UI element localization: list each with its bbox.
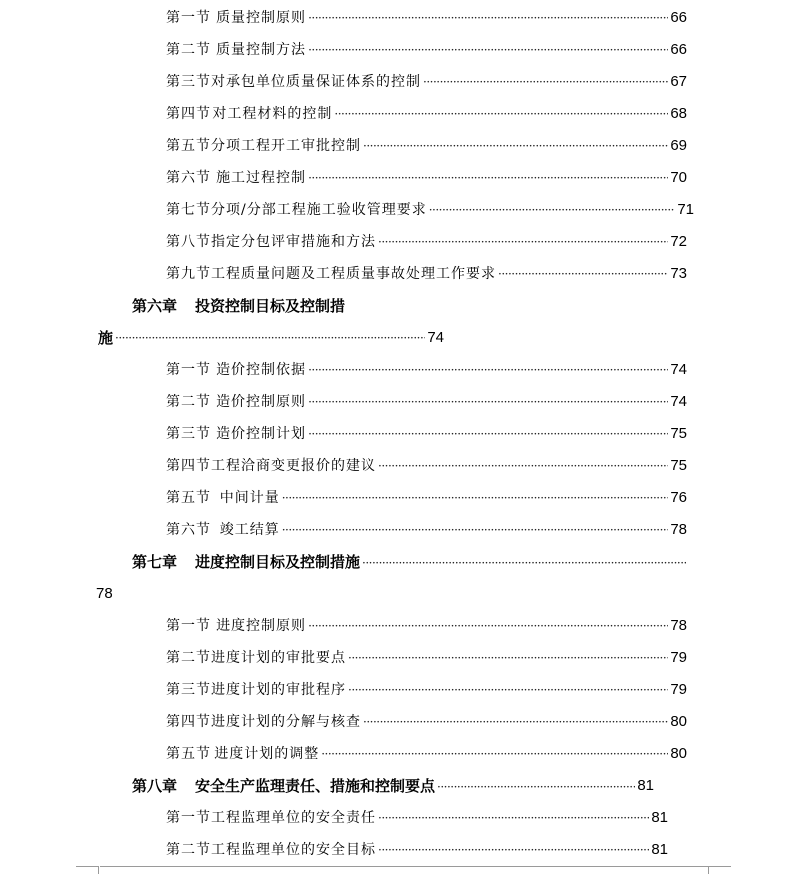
toc-section-entry[interactable]: [166, 70, 687, 94]
toc-section-entry[interactable]: [166, 390, 687, 414]
toc-section-entry[interactable]: [166, 518, 687, 542]
section-title: 质量控制方法: [216, 42, 307, 58]
page-number: 66: [670, 41, 687, 58]
page-number: 79: [670, 649, 687, 666]
leader-dots: [308, 166, 668, 190]
page-number: 78: [670, 617, 687, 634]
page-number: 81: [651, 809, 668, 826]
leader-dots: [115, 326, 425, 350]
toc-section-entry[interactable]: [166, 230, 687, 254]
page-number: 76: [670, 489, 687, 506]
section-number: 第二节: [166, 394, 211, 410]
section-number: 第二节: [166, 42, 211, 58]
toc-section-entry[interactable]: [166, 262, 687, 286]
section-title: 进度控制原则: [216, 618, 307, 634]
page-number: 67: [670, 73, 687, 90]
section-title: 工程质量问题及工程质量事故处理工作要求: [211, 266, 496, 282]
toc-chapter-entry-continued[interactable]: [98, 326, 444, 350]
leader-dots: [308, 390, 668, 414]
section-number: 第三节: [166, 682, 211, 698]
leader-dots: [308, 38, 668, 62]
toc-section-entry[interactable]: [166, 358, 687, 382]
page-number: 71: [677, 201, 694, 218]
toc-section-entry[interactable]: [166, 102, 687, 126]
section-title: 工程洽商变更报价的建议: [211, 458, 376, 474]
section-number: 第四节: [166, 458, 211, 474]
leader-dots: [308, 422, 668, 446]
toc-section-entry[interactable]: [166, 166, 687, 190]
section-number: 第六节: [166, 170, 211, 186]
page-number: 74: [670, 393, 687, 410]
toc-section-entry[interactable]: [166, 614, 687, 638]
section-number: 第六节: [166, 522, 211, 538]
page-bottom-edge: [100, 866, 708, 867]
page-number: 79: [670, 681, 687, 698]
section-title: 进度计划的分解与核查: [211, 714, 361, 730]
leader-dots: [334, 102, 668, 126]
section-title: 进度计划的审批要点: [211, 650, 346, 666]
section-title: 质量控制原则: [216, 10, 307, 26]
section-title: 分项工程开工审批控制: [211, 138, 361, 154]
section-title: 工程监理单位的安全责任: [211, 810, 376, 826]
toc-chapter-entry[interactable]: [132, 294, 432, 318]
leader-dots: [378, 838, 649, 862]
toc-section-entry[interactable]: [166, 198, 694, 222]
page-number: 69: [670, 137, 687, 154]
section-title: 中间计量: [219, 490, 280, 506]
section-number: 第二节: [166, 842, 211, 858]
chapter-number: 第八章: [132, 777, 178, 795]
page-number: 75: [670, 457, 687, 474]
page-number: 80: [670, 745, 687, 762]
page-number: 80: [670, 713, 687, 730]
leader-dots: [348, 678, 668, 702]
toc-section-entry[interactable]: [166, 806, 668, 830]
section-number: 第五节: [166, 490, 211, 506]
section-number: 第二节: [166, 650, 211, 666]
toc-section-entry[interactable]: [166, 678, 687, 702]
page-number: 78: [96, 585, 113, 602]
section-title: 造价控制计划: [216, 426, 307, 442]
page-number: 75: [670, 425, 687, 442]
section-number: 第九节: [166, 266, 211, 282]
page-number: 70: [670, 169, 687, 186]
leader-dots: [362, 550, 686, 575]
section-title: 竣工结算: [219, 522, 280, 538]
section-number: 第一节: [166, 10, 211, 26]
page-number: 72: [670, 233, 687, 250]
leader-dots: [378, 454, 668, 478]
section-number: 第一节: [166, 618, 211, 634]
leader-dots: [378, 230, 668, 254]
leader-dots: [437, 774, 635, 799]
page-number: 66: [670, 9, 687, 26]
section-number: 第三节: [166, 426, 211, 442]
leader-dots: [378, 806, 649, 830]
toc-section-entry[interactable]: [166, 422, 687, 446]
section-title: 进度计划的审批程序: [211, 682, 346, 698]
toc-chapter-entry[interactable]: [132, 550, 688, 574]
section-title: 对承包单位质量保证体系的控制: [211, 74, 421, 90]
page-number: 73: [670, 265, 687, 282]
toc-section-entry[interactable]: [166, 38, 687, 62]
section-title: 施工过程控制: [216, 170, 307, 186]
leader-dots: [308, 358, 668, 382]
toc-section-entry[interactable]: [166, 646, 687, 670]
section-number: 第四节: [166, 714, 211, 730]
leader-dots: [423, 70, 668, 94]
section-number: 第七节: [166, 202, 211, 218]
toc-section-entry[interactable]: [166, 454, 687, 478]
toc-section-entry[interactable]: [166, 838, 668, 862]
section-title: 分项/分部工程施工验收管理要求: [211, 202, 427, 218]
leader-dots: [282, 486, 669, 510]
toc-chapter-entry[interactable]: [132, 774, 654, 798]
toc-section-entry[interactable]: [166, 710, 687, 734]
toc-section-entry[interactable]: [166, 742, 687, 766]
section-title: 工程监理单位的安全目标: [211, 842, 376, 858]
leader-dots: [282, 518, 669, 542]
toc-section-entry[interactable]: [166, 486, 687, 510]
section-title: 进度计划的调整: [214, 746, 320, 762]
page-number: 68: [670, 105, 687, 122]
toc-chapter-page-wrap: [96, 582, 156, 606]
leader-dots: [321, 742, 668, 766]
leader-dots: [308, 6, 668, 30]
chapter-title: 投资控制目标及控制措: [195, 297, 346, 315]
leader-dots: [429, 198, 676, 222]
leader-dots: [363, 710, 668, 734]
leader-dots: [308, 614, 668, 638]
section-number: 第三节: [166, 74, 211, 90]
section-number: 第八节: [166, 234, 211, 250]
page-number: 81: [637, 777, 654, 794]
chapter-title: 安全生产监理责任、措施和控制要点: [195, 777, 436, 795]
leader-dots: [348, 646, 668, 670]
section-number: 第五节: [166, 138, 211, 154]
page-number: 74: [670, 361, 687, 378]
toc-section-entry[interactable]: [166, 134, 687, 158]
toc-section-entry[interactable]: [166, 6, 687, 30]
leader-dots: [363, 134, 668, 158]
section-number: 第一节: [166, 362, 211, 378]
chapter-title-wrap: 施: [98, 329, 114, 347]
chapter-number: 第六章: [132, 297, 178, 315]
section-title: 造价控制原则: [216, 394, 307, 410]
leader-dots: [498, 262, 668, 286]
page-number: 74: [427, 329, 444, 346]
chapter-title: 进度控制目标及控制措施: [195, 553, 361, 571]
section-title: 造价控制依据: [216, 362, 307, 378]
chapter-number: 第七章: [132, 553, 178, 571]
section-number: 第四节: [166, 106, 211, 122]
page-number: 81: [651, 841, 668, 858]
section-number: 第五节: [166, 746, 211, 762]
section-number: 第一节: [166, 810, 211, 826]
section-title: 指定分包评审措施和方法: [211, 234, 376, 250]
section-title: 对工程材料的控制: [212, 106, 333, 122]
page-number: 78: [670, 521, 687, 538]
